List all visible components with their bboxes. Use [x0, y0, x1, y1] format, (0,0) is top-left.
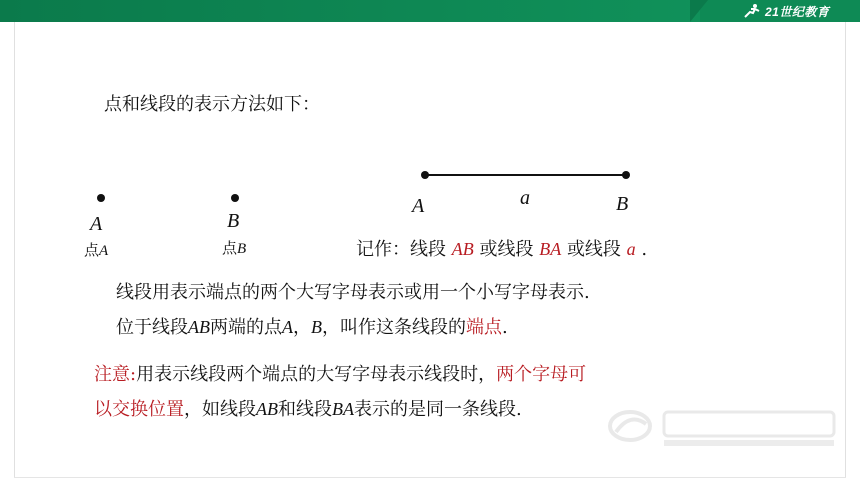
note-2-ab: AB	[256, 399, 278, 419]
header-bar-left	[0, 0, 700, 22]
notation-ba: BA	[539, 239, 562, 259]
note-line-1	[94, 364, 586, 386]
logo-text: 21世纪教育	[765, 4, 830, 19]
def-2-a: 位于线段	[116, 317, 188, 338]
brand-logo	[742, 3, 829, 19]
note-1-red: 两个字母可	[496, 364, 587, 385]
def-2-A: A	[282, 317, 293, 337]
point-b-caption-letter: B	[237, 241, 247, 257]
point-b-caption-prefix: 点	[222, 239, 238, 257]
note-1-text: 用表示线段两个端点的大写字母表示线段时，	[136, 364, 497, 385]
note-2-red: 以交换位置	[94, 399, 184, 420]
point-b-letter: B	[227, 210, 240, 232]
header-bar	[0, 0, 860, 22]
notation-a: a	[626, 239, 636, 259]
point-b-dot	[231, 194, 239, 202]
point-a-caption	[84, 239, 108, 262]
notation-prefix: 记作：线段	[356, 239, 446, 260]
note-2-ba: BA	[332, 399, 354, 419]
segment-endpoint-a	[421, 171, 429, 179]
definition-line-2	[116, 316, 508, 339]
segment-label-mid: a	[520, 187, 530, 209]
def-2-B: B	[311, 317, 322, 337]
def-2-c: ，	[293, 317, 311, 338]
notation-ab: AB	[451, 239, 474, 259]
endpoint-term: 端点	[466, 317, 502, 338]
def-2-b: 两端的点	[210, 317, 282, 338]
segment-label-b: B	[616, 193, 629, 215]
bottom-border	[14, 477, 846, 478]
header-bar-notch	[690, 0, 708, 22]
notation-line	[356, 238, 647, 261]
segment-endpoint-b	[622, 171, 630, 179]
note-label: 注意:	[94, 364, 137, 385]
point-a-dot	[97, 194, 105, 202]
note-2-a: ，如线段	[184, 399, 256, 420]
segment-label-a: A	[412, 195, 425, 217]
point-b-caption	[222, 237, 246, 260]
note-line-2	[94, 398, 522, 421]
notation-or2: 或线段	[566, 239, 621, 260]
intro-text: 点和线段的表示方法如下：	[104, 94, 320, 115]
def-2-d: ，叫作这条线段的	[322, 317, 466, 338]
note-2-c: 表示的是同一条线段.	[354, 399, 522, 420]
point-a-caption-prefix: 点	[84, 241, 100, 259]
definition-line-1: 线段用表示端点的两个大写字母表示或用一个小写字母表示.	[116, 282, 590, 303]
def-2-ab: AB	[188, 317, 210, 337]
left-border	[14, 22, 15, 477]
segment-line	[425, 174, 627, 176]
notation-or1: 或线段	[479, 239, 534, 260]
runner-icon	[742, 3, 762, 19]
note-2-b: 和线段	[278, 399, 332, 420]
def-2-end: .	[502, 317, 508, 338]
point-a-caption-letter: A	[99, 243, 109, 259]
notation-end: .	[641, 239, 648, 260]
watermark-logo	[606, 402, 846, 452]
point-a-letter: A	[90, 213, 103, 235]
